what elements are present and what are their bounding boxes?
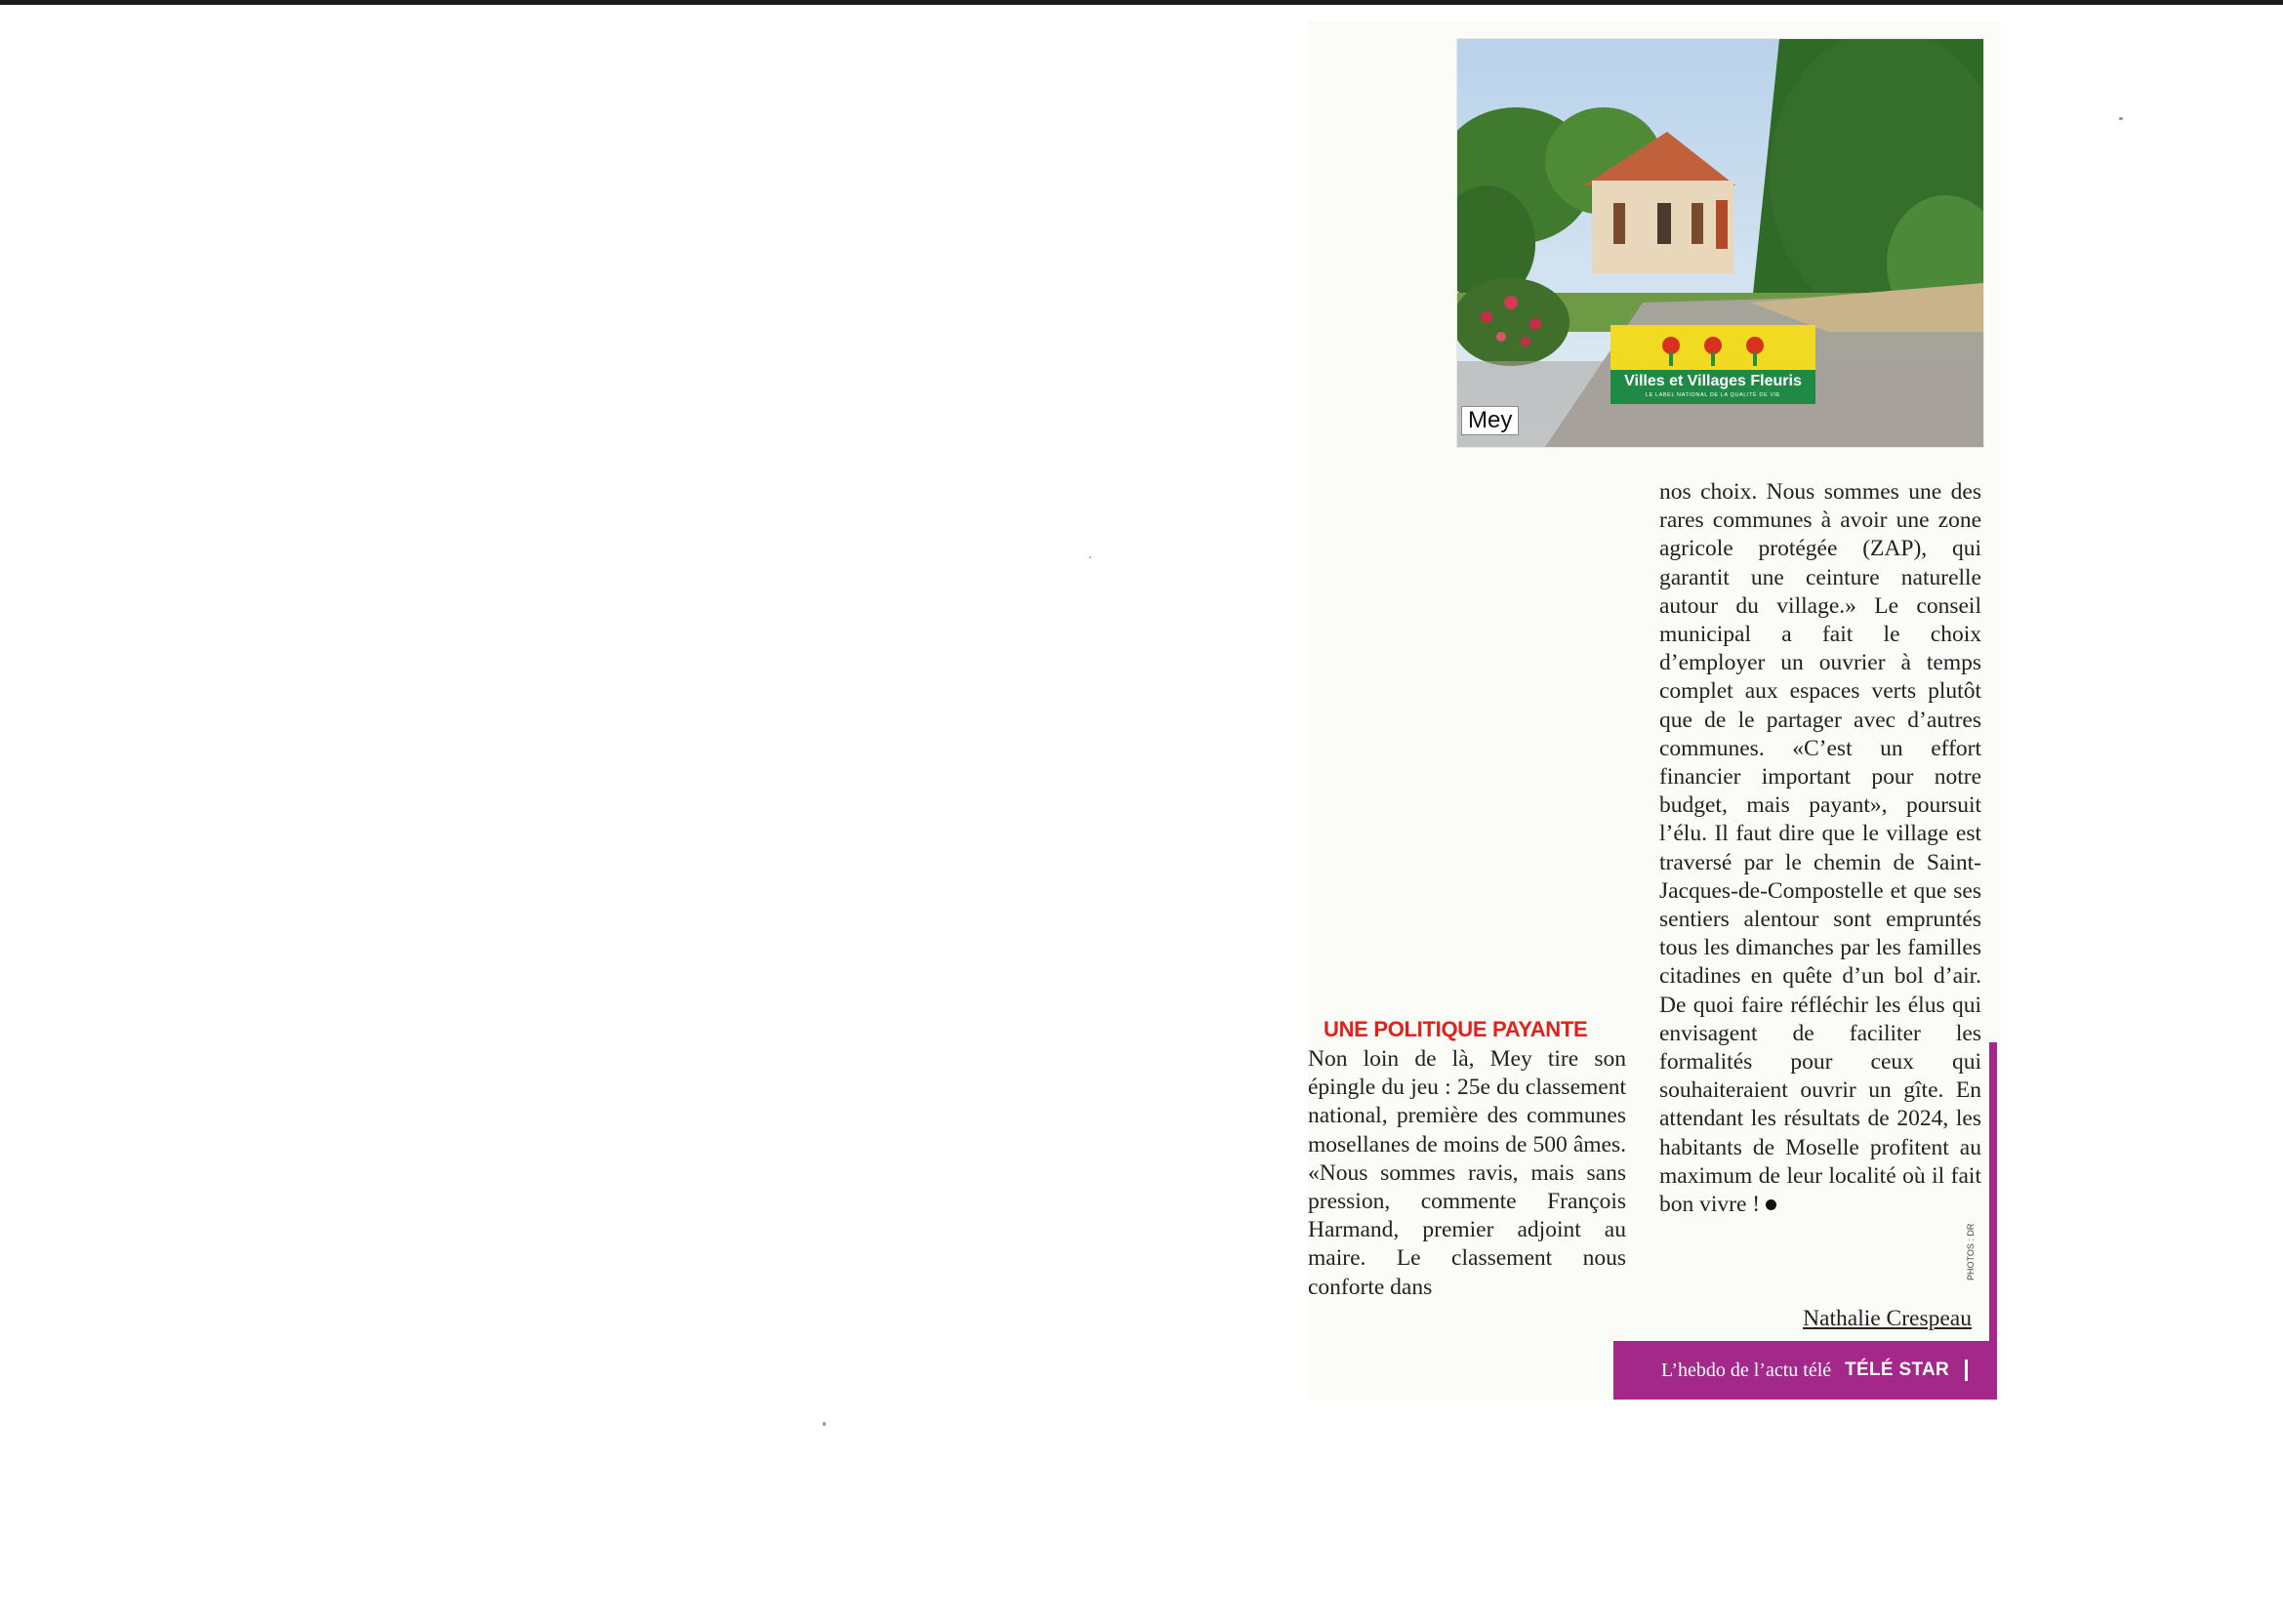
scan-speck xyxy=(2119,117,2123,120)
badge-subtitle: LE LABEL NATIONAL DE LA QUALITÉ DE VIE xyxy=(1645,392,1781,398)
article-right-column xyxy=(1659,478,1981,1219)
magenta-side-bar xyxy=(1989,1042,1997,1345)
footer-divider xyxy=(1965,1360,1968,1381)
article-right-text: nos choix. Nous sommes une des rares communes à avoir une zone agricole protégée (ZAP), qui garantit une ceinture naturelle autour du village.» Le conseil municipal a fait le choix d’employer un ouvrier à temps complet aux espaces verts plutôt que de le partager avec d’autres communes. «C’est un effort financier important pour notre budget, mais payant», poursuit l’élu. Il faut dire que le village est traversé par le chemin de Saint-Jacques-de-Compostelle et que ses sentiers alentour sont empruntés tous les dimanches par les familles citadines en quête d’un bol d’air. De quoi faire réfléchir les élus qui envisagent de faciliter les formalités pour ceux qui souhaiteraient ouvrir un gîte. En attendant les résultats de 2024, les habitants de Moselle profitent au maximum de leur localité où il fait bon vivre ! xyxy=(1659,479,1981,1218)
badge-title: Villes et Villages Fleuris xyxy=(1624,373,1802,389)
end-bullet-icon xyxy=(1766,1199,1776,1210)
author-byline: Nathalie Crespeau xyxy=(1803,1306,1972,1331)
scan-speck xyxy=(1089,556,1091,558)
section-heading: UNE POLITIQUE PAYANTE xyxy=(1324,1017,1588,1041)
photo-caption: Mey xyxy=(1461,406,1519,435)
magazine-footer xyxy=(1613,1341,1997,1400)
photo-credit: PHOTOS : DR xyxy=(1966,1223,1976,1280)
footer-tagline: L’hebdo de l’actu télé xyxy=(1660,1359,1832,1381)
article-left-column: Non loin de là, Mey tire son épingle du jeu : 25e du classement national, première des communes mosellanes de moins de 500 âmes. «Nous sommes ravis, mais sans pression, commente François Harmand, premier adjoint au maire. Le classement nous conforte dans xyxy=(1308,1046,1626,1300)
footer-brand: TÉLÉ STAR xyxy=(1845,1360,1949,1380)
scan-top-edge xyxy=(0,0,2283,5)
flowers-icon xyxy=(1610,329,1815,368)
villes-villages-fleuris-logo xyxy=(1610,325,1815,404)
scan-speck xyxy=(823,1422,826,1426)
